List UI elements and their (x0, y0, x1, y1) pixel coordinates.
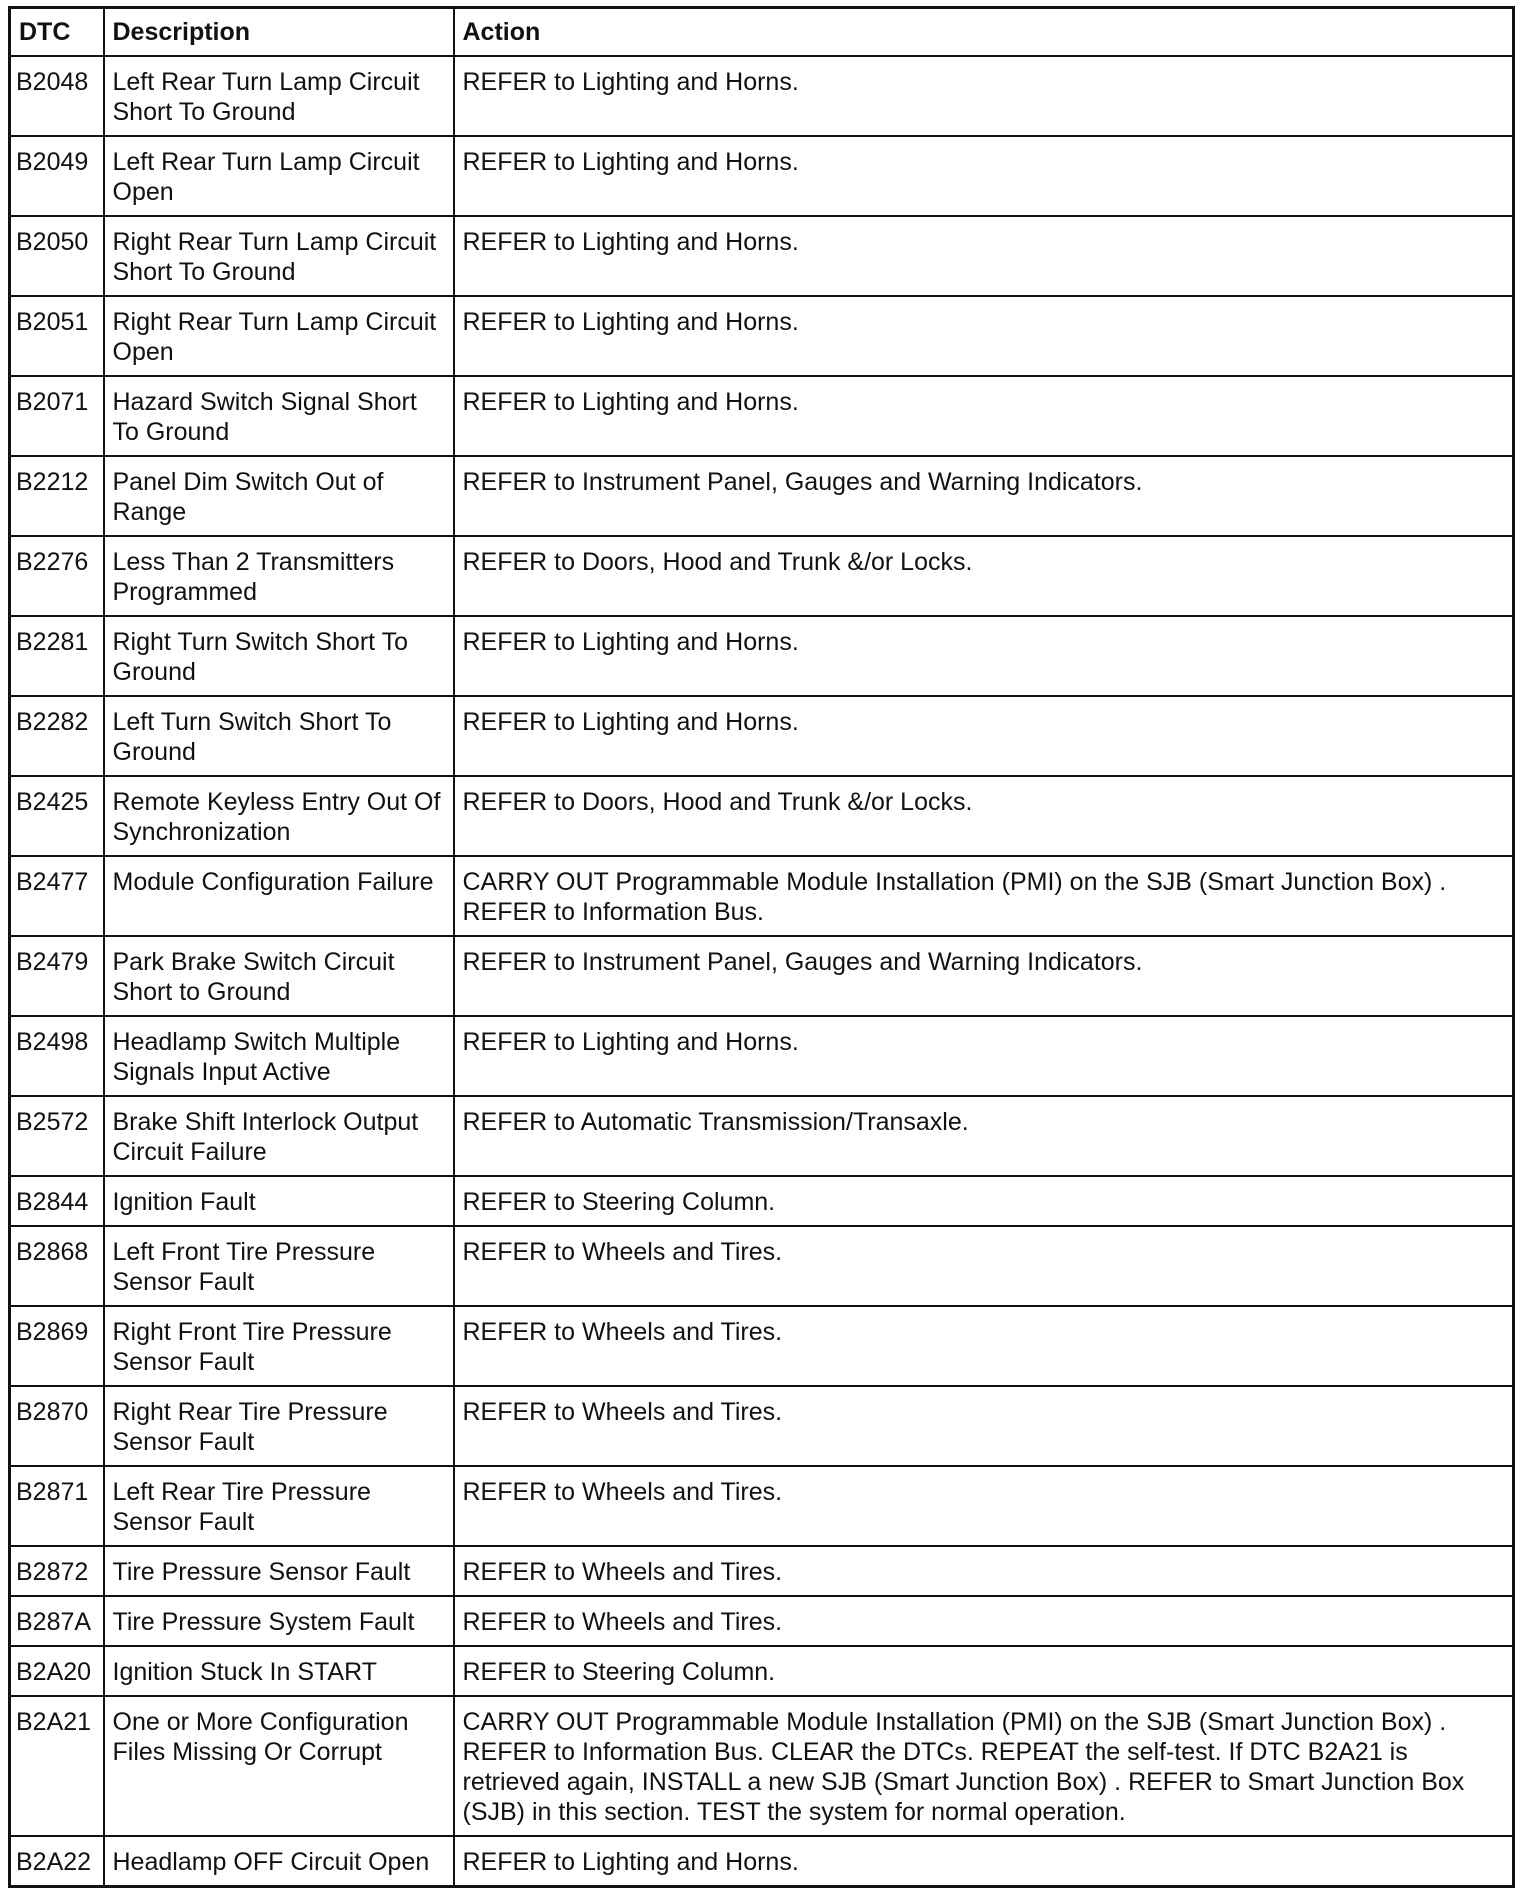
table-row (10, 1306, 1514, 1386)
dtc-action: REFER to Steering Column. (454, 1176, 1514, 1226)
dtc-description: Remote Keyless Entry Out Of Synchronization (104, 776, 454, 856)
table-row (10, 136, 1514, 216)
dtc-description: Left Rear Turn Lamp Circuit Open (104, 136, 454, 216)
dtc-code: B2870 (10, 1386, 104, 1466)
dtc-code: B287A (10, 1596, 104, 1646)
dtc-description: Left Rear Tire Pressure Sensor Fault (104, 1466, 454, 1546)
header-description: Description (104, 8, 454, 57)
table-row (10, 1646, 1514, 1696)
dtc-description: Ignition Stuck In START (104, 1646, 454, 1696)
dtc-code: B2A21 (10, 1696, 104, 1836)
dtc-code: B2A20 (10, 1646, 104, 1696)
header-row (10, 8, 1514, 57)
dtc-code: B2869 (10, 1306, 104, 1386)
table-row (10, 216, 1514, 296)
dtc-code: B2049 (10, 136, 104, 216)
dtc-action: REFER to Wheels and Tires. (454, 1466, 1514, 1546)
dtc-description: Hazard Switch Signal Short To Ground (104, 376, 454, 456)
dtc-code: B2477 (10, 856, 104, 936)
table-row (10, 1226, 1514, 1306)
dtc-description: Less Than 2 Transmitters Programmed (104, 536, 454, 616)
dtc-description: Panel Dim Switch Out of Range (104, 456, 454, 536)
dtc-description: Headlamp OFF Circuit Open (104, 1836, 454, 1887)
table-row (10, 1696, 1514, 1836)
table-row (10, 1016, 1514, 1096)
dtc-action: REFER to Lighting and Horns. (454, 376, 1514, 456)
dtc-table (8, 6, 1515, 1888)
dtc-action: REFER to Lighting and Horns. (454, 616, 1514, 696)
dtc-description: Module Configuration Failure (104, 856, 454, 936)
dtc-code: B2A22 (10, 1836, 104, 1887)
dtc-code: B2425 (10, 776, 104, 856)
dtc-action: REFER to Wheels and Tires. (454, 1226, 1514, 1306)
table-row (10, 1546, 1514, 1596)
dtc-action: REFER to Lighting and Horns. (454, 696, 1514, 776)
dtc-description: Left Turn Switch Short To Ground (104, 696, 454, 776)
table-row (10, 1096, 1514, 1176)
table-row (10, 1836, 1514, 1887)
dtc-description: Right Turn Switch Short To Ground (104, 616, 454, 696)
dtc-code: B2871 (10, 1466, 104, 1546)
table-row (10, 536, 1514, 616)
dtc-action: REFER to Automatic Transmission/Transaxle. (454, 1096, 1514, 1176)
dtc-description: Right Front Tire Pressure Sensor Fault (104, 1306, 454, 1386)
dtc-description: Left Rear Turn Lamp Circuit Short To Ground (104, 56, 454, 136)
dtc-action: REFER to Wheels and Tires. (454, 1546, 1514, 1596)
dtc-description: Left Front Tire Pressure Sensor Fault (104, 1226, 454, 1306)
dtc-description: Headlamp Switch Multiple Signals Input Active (104, 1016, 454, 1096)
dtc-action: REFER to Lighting and Horns. (454, 216, 1514, 296)
dtc-code: B2872 (10, 1546, 104, 1596)
header-action: Action (454, 8, 1514, 57)
dtc-code: B2071 (10, 376, 104, 456)
dtc-action: REFER to Doors, Hood and Trunk &/or Locks. (454, 536, 1514, 616)
dtc-action: REFER to Instrument Panel, Gauges and Warning Indicators. (454, 456, 1514, 536)
dtc-code: B2572 (10, 1096, 104, 1176)
dtc-action: REFER to Instrument Panel, Gauges and Warning Indicators. (454, 936, 1514, 1016)
table-row (10, 856, 1514, 936)
dtc-code: B2051 (10, 296, 104, 376)
table-row (10, 296, 1514, 376)
dtc-code: B2281 (10, 616, 104, 696)
dtc-code: B2050 (10, 216, 104, 296)
dtc-description: Right Rear Turn Lamp Circuit Short To Ground (104, 216, 454, 296)
table-row (10, 1386, 1514, 1466)
dtc-action: REFER to Wheels and Tires. (454, 1386, 1514, 1466)
table-row (10, 696, 1514, 776)
dtc-action: REFER to Steering Column. (454, 1646, 1514, 1696)
dtc-action: REFER to Doors, Hood and Trunk &/or Locks. (454, 776, 1514, 856)
table-row (10, 936, 1514, 1016)
dtc-action: REFER to Lighting and Horns. (454, 1836, 1514, 1887)
dtc-code: B2498 (10, 1016, 104, 1096)
dtc-action: REFER to Lighting and Horns. (454, 56, 1514, 136)
table-row (10, 376, 1514, 456)
table-row (10, 1466, 1514, 1546)
table-row (10, 776, 1514, 856)
dtc-action: CARRY OUT Programmable Module Installation (PMI) on the SJB (Smart Junction Box) . REFER to Information Bus. (454, 856, 1514, 936)
dtc-code: B2276 (10, 536, 104, 616)
dtc-description: Park Brake Switch Circuit Short to Ground (104, 936, 454, 1016)
dtc-code: B2212 (10, 456, 104, 536)
table-row (10, 616, 1514, 696)
dtc-description: Brake Shift Interlock Output Circuit Failure (104, 1096, 454, 1176)
dtc-action: REFER to Wheels and Tires. (454, 1596, 1514, 1646)
table-row (10, 456, 1514, 536)
dtc-action: REFER to Wheels and Tires. (454, 1306, 1514, 1386)
dtc-code: B2844 (10, 1176, 104, 1226)
dtc-code: B2048 (10, 56, 104, 136)
dtc-code: B2282 (10, 696, 104, 776)
dtc-description: One or More Configuration Files Missing Or Corrupt (104, 1696, 454, 1836)
dtc-description: Tire Pressure Sensor Fault (104, 1546, 454, 1596)
table-row (10, 1176, 1514, 1226)
dtc-action: REFER to Lighting and Horns. (454, 296, 1514, 376)
dtc-code: B2868 (10, 1226, 104, 1306)
table-row (10, 56, 1514, 136)
dtc-description: Right Rear Turn Lamp Circuit Open (104, 296, 454, 376)
dtc-action: REFER to Lighting and Horns. (454, 1016, 1514, 1096)
header-dtc: DTC (10, 8, 104, 57)
dtc-description: Right Rear Tire Pressure Sensor Fault (104, 1386, 454, 1466)
table-row (10, 1596, 1514, 1646)
dtc-action: CARRY OUT Programmable Module Installation (PMI) on the SJB (Smart Junction Box) . REFER to Information Bus. CLEAR the DTCs. REPEAT the self-test. If DTC B2A21 is retrieved again, INSTALL a new SJB (Smart Junction Box) . REFER to Smart Junction Box (SJB) in this section. TEST the system for normal operation. (454, 1696, 1514, 1836)
dtc-description: Tire Pressure System Fault (104, 1596, 454, 1646)
dtc-description: Ignition Fault (104, 1176, 454, 1226)
dtc-action: REFER to Lighting and Horns. (454, 136, 1514, 216)
dtc-code: B2479 (10, 936, 104, 1016)
